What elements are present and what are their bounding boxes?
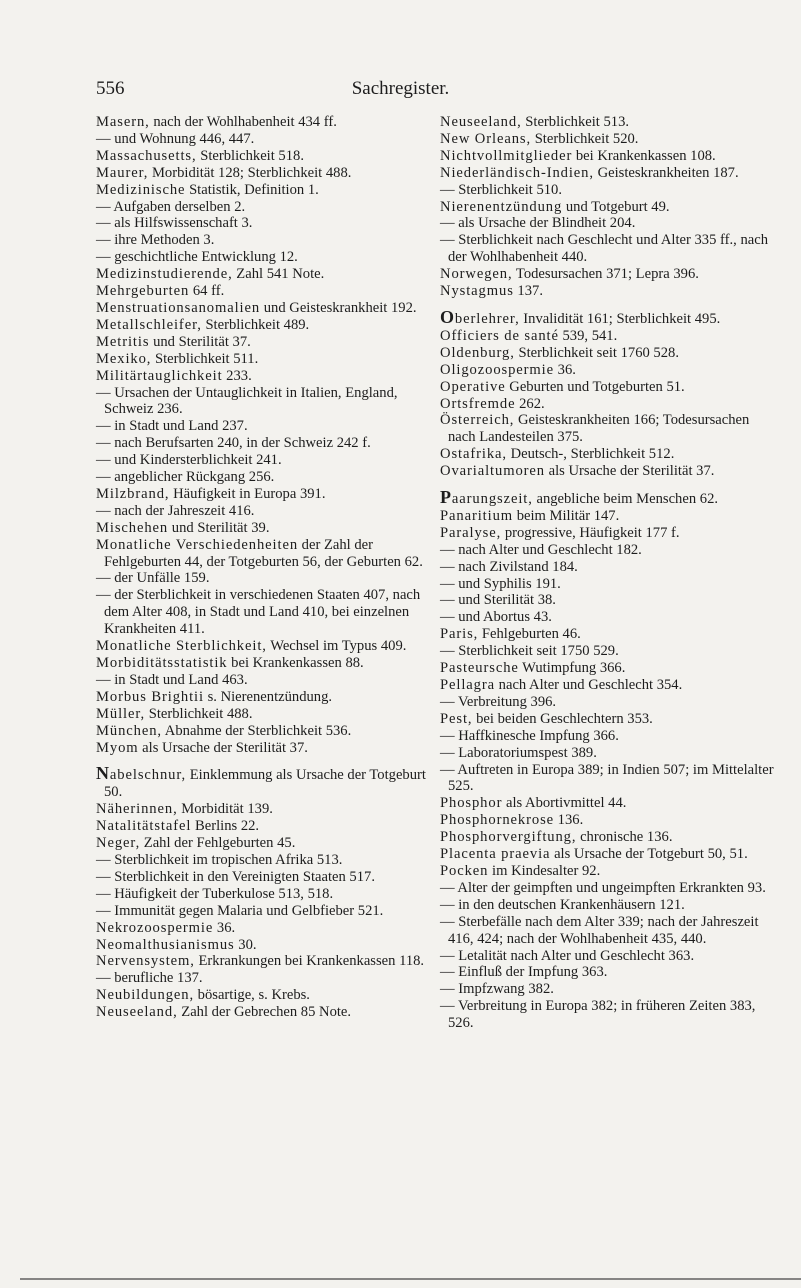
- index-keyword: Norwegen,: [440, 266, 513, 283]
- index-refs: 64 ff.: [189, 283, 225, 300]
- page-header: [0, 78, 801, 102]
- index-refs: und Sterilität 39.: [168, 519, 270, 536]
- index-refs: als Ursache der Totgeburt 50, 51.: [550, 846, 748, 863]
- index-refs: — Haffkinesche Impfung 366.: [440, 727, 619, 744]
- index-entry: [440, 745, 774, 762]
- index-keyword: Ovarialtumoren: [440, 463, 545, 480]
- index-refs: Todesursachen 371; Lepra 396.: [512, 266, 699, 283]
- bottom-rule: [20, 1278, 801, 1280]
- index-refs: Wechsel im Typus 409.: [266, 638, 407, 655]
- index-entry: [440, 592, 774, 609]
- index-keyword: Neuseeland,: [440, 114, 522, 130]
- index-keyword: Pest,: [440, 710, 473, 727]
- index-refs: im Kindesalter 92.: [488, 862, 601, 879]
- index-keyword: Paarungszeit,: [440, 487, 533, 508]
- index-entry: [440, 981, 774, 998]
- index-keyword: Panaritium: [440, 507, 514, 524]
- index-refs: — Sterblichkeit seit 1750 529.: [440, 643, 619, 660]
- index-keyword: Operative: [440, 378, 506, 395]
- index-entry: [96, 655, 426, 672]
- index-entry: [96, 920, 426, 937]
- index-entry: [440, 463, 774, 480]
- index-entry: [440, 846, 774, 863]
- index-refs: chronische 136.: [576, 829, 673, 846]
- index-refs: — geschichtliche Entwicklung 12.: [96, 249, 298, 266]
- index-refs: — berufliche 137.: [96, 970, 203, 987]
- index-entry: [96, 486, 426, 503]
- index-refs: Fehlgeburten 46.: [478, 626, 581, 643]
- index-keyword: Nabelschnur,: [96, 763, 187, 784]
- index-keyword: Officiers de santé: [440, 327, 559, 344]
- index-refs: Sterblichkeit 489.: [201, 316, 310, 333]
- index-entry: [440, 728, 774, 745]
- index-keyword: Neubildungen,: [96, 987, 195, 1004]
- index-entry: [96, 537, 426, 571]
- index-entry: [96, 570, 426, 587]
- index-keyword: Massachusetts,: [96, 147, 197, 164]
- index-refs: — Immunität gegen Malaria und Gelbfieber 521.: [96, 902, 384, 919]
- index-entry: [440, 964, 774, 981]
- index-entry: [96, 937, 426, 954]
- index-entry: [96, 953, 426, 970]
- index-refs: — Impfzwang 382.: [440, 981, 554, 998]
- index-entry: [96, 672, 426, 689]
- index-entry: [96, 587, 426, 638]
- index-entry: [440, 396, 774, 413]
- index-entry: [96, 351, 426, 368]
- index-entry: [440, 660, 774, 677]
- index-refs: — ihre Methoden 3.: [96, 232, 215, 249]
- index-refs: Sterblichkeit seit 1760 528.: [514, 344, 679, 361]
- index-refs: beim Militär 147.: [513, 507, 620, 524]
- index-refs: — in den deutschen Krankenhäusern 121.: [440, 896, 685, 913]
- index-entry: [440, 643, 774, 660]
- index-refs: angebliche beim Menschen 62.: [532, 491, 719, 508]
- index-entry: [440, 711, 774, 728]
- index-entry: [440, 914, 774, 948]
- page-title: Sachregister.: [351, 78, 450, 99]
- index-refs: 136.: [554, 812, 584, 829]
- index-keyword: Niederländisch-Indien,: [440, 164, 594, 181]
- index-refs: Häufigkeit in Europa 391.: [169, 485, 326, 502]
- index-keyword: Mehrgeburten: [96, 283, 190, 300]
- index-entry: [96, 886, 426, 903]
- index-entry: [96, 317, 426, 334]
- index-refs: 233.: [222, 367, 252, 384]
- index-keyword: Menstruationsanomalien: [96, 299, 261, 316]
- index-keyword: Neger,: [96, 835, 141, 852]
- index-refs: — angeblicher Rückgang 256.: [96, 469, 275, 486]
- index-entry: [440, 131, 774, 148]
- index-refs: nach der Wohlhabenheit 434 ff.: [149, 114, 337, 130]
- index-refs: — als Hilfswissenschaft 3.: [96, 215, 253, 232]
- index-entry: [440, 182, 774, 199]
- index-entry: [96, 903, 426, 920]
- index-entry: [440, 576, 774, 593]
- index-refs: als Ursache der Sterilität 37.: [545, 463, 715, 480]
- index-refs: — Auftreten in Europa 389; in Indien 507; im Mittelalter 525.: [440, 761, 774, 795]
- index-entry: [96, 452, 426, 469]
- index-keyword: Militärtauglichkeit: [96, 367, 223, 384]
- index-entry: [440, 283, 774, 300]
- index-refs: — Verbreitung 396.: [440, 693, 557, 710]
- index-refs: Geisteskrankheiten 187.: [593, 164, 739, 181]
- index-entry: [440, 362, 774, 379]
- index-keyword: Monatliche Sterblichkeit,: [96, 638, 267, 655]
- index-refs: als Ursache der Sterilität 37.: [138, 739, 308, 756]
- index-keyword: Paris,: [440, 626, 479, 643]
- index-refs: — Sterbefälle nach dem Alter 339; nach der Jahreszeit 416, 424; nach der Wohlhabenheit 435, 440.: [440, 913, 759, 947]
- index-keyword: Paralyse,: [440, 524, 502, 541]
- index-refs: Wutimpfung 366.: [518, 660, 626, 677]
- index-entry: [96, 385, 426, 419]
- index-keyword: Milzbrand,: [96, 485, 170, 502]
- index-keyword: Pellagra: [440, 677, 496, 693]
- index-keyword: Metritis: [96, 333, 150, 350]
- index-refs: — Laboratoriumspest 389.: [440, 744, 597, 761]
- index-entry: [96, 987, 426, 1004]
- index-keyword: Masern,: [96, 114, 150, 130]
- index-refs: Invalidität 161; Sterblichkeit 495.: [519, 310, 721, 327]
- index-refs: 262.: [515, 395, 545, 412]
- index-refs: — und Abortus 43.: [440, 609, 552, 626]
- index-entry: [440, 694, 774, 711]
- index-keyword: Phosphor: [440, 795, 503, 812]
- index-entry: [440, 609, 774, 626]
- index-entry: [440, 412, 774, 446]
- index-entry: [96, 232, 426, 249]
- index-refs: 539, 541.: [558, 327, 618, 344]
- index-refs: Abnahme der Sterblichkeit 536.: [161, 722, 352, 739]
- index-refs: Berlins 22.: [191, 818, 260, 835]
- index-refs: — Sterblichkeit 510.: [440, 181, 563, 198]
- index-keyword: Oligozoospermie: [440, 361, 555, 378]
- index-entry: [440, 559, 774, 576]
- index-entry: [440, 114, 774, 131]
- index-refs: Deutsch-, Sterblichkeit 512.: [506, 446, 675, 463]
- index-refs: nach Alter und Geschlecht 354.: [495, 677, 683, 693]
- index-entry: [440, 542, 774, 559]
- index-entry: [440, 487, 774, 508]
- index-refs: Sterblichkeit 513.: [521, 114, 630, 130]
- index-refs: progressive, Häufigkeit 177 f.: [501, 524, 680, 541]
- index-keyword: Mischehen: [96, 519, 169, 536]
- index-keyword: Österreich,: [440, 412, 515, 429]
- index-keyword: Myom: [96, 739, 139, 756]
- index-refs: — nach Alter und Geschlecht 182.: [440, 541, 642, 558]
- index-refs: — nach Zivilstand 184.: [440, 558, 578, 575]
- index-refs: — und Kindersterblichkeit 241.: [96, 452, 282, 469]
- index-keyword: Näherinnen,: [96, 801, 178, 818]
- index-column-right: [440, 114, 774, 1032]
- index-entry: [440, 148, 774, 165]
- index-keyword: Ostafrika,: [440, 446, 507, 463]
- index-refs: s. Nierenentzündung.: [203, 688, 333, 705]
- index-refs: und Sterilität 37.: [149, 333, 251, 350]
- index-entry: [96, 469, 426, 486]
- index-entry: [96, 368, 426, 385]
- page-number: 556: [96, 78, 125, 99]
- index-keyword: Placenta praevia: [440, 846, 551, 863]
- index-keyword: Medizinische: [96, 181, 186, 198]
- index-refs: Sterblichkeit 511.: [151, 350, 259, 367]
- index-entry: [440, 199, 774, 216]
- index-entry: [96, 283, 426, 300]
- index-refs: bösartige, s. Krebs.: [194, 987, 310, 1004]
- index-keyword: Metallschleifer,: [96, 316, 202, 333]
- index-refs: — und Syphilis 191.: [440, 575, 561, 592]
- index-refs: — Häufigkeit der Tuberkulose 513, 518.: [96, 885, 334, 902]
- index-keyword: Nierenentzündung: [440, 198, 563, 215]
- index-keyword: Mexiko,: [96, 350, 152, 367]
- index-refs: — Ursachen der Untauglichkeit in Italien, England, Schweiz 236.: [96, 384, 398, 418]
- index-refs: — in Stadt und Land 463.: [96, 671, 248, 688]
- index-refs: Erkrankungen bei Krankenkassen 118.: [194, 953, 425, 970]
- index-entry: [96, 638, 426, 655]
- index-refs: — der Sterblichkeit in verschiedenen Staaten 407, nach dem Alter 408, in Stadt und Land 410, bei einzelnen Krankheiten 411.: [96, 587, 421, 638]
- index-entry: [440, 215, 774, 232]
- index-entry: [96, 763, 426, 801]
- index-refs: — der Unfälle 159.: [96, 570, 210, 587]
- index-refs: Morbidität 128; Sterblichkeit 488.: [148, 164, 352, 181]
- index-refs: Einklemmung als Ursache der Totgeburt 50.: [104, 767, 426, 801]
- index-refs: — Aufgaben derselben 2.: [96, 198, 246, 215]
- index-refs: Sterblichkeit 520.: [531, 130, 639, 147]
- index-entry: [440, 328, 774, 345]
- index-entry: [96, 740, 426, 757]
- index-keyword: Pasteursche: [440, 660, 519, 677]
- index-refs: — Einfluß der Impfung 363.: [440, 964, 608, 981]
- index-keyword: Nervensystem,: [96, 953, 195, 970]
- index-entry: [440, 795, 774, 812]
- index-entry: [96, 131, 426, 148]
- index-entry: [96, 215, 426, 232]
- index-entry: [96, 706, 426, 723]
- index-refs: — Sterblichkeit in den Vereinigten Staaten 517.: [96, 868, 375, 885]
- index-refs: Geisteskrankheiten 166; Todesursachen nach Landesteilen 375.: [448, 412, 750, 446]
- index-entry: [96, 689, 426, 706]
- index-entry: [96, 435, 426, 452]
- index-keyword: Ortsfremde: [440, 395, 516, 412]
- index-entry: [440, 880, 774, 897]
- index-keyword: Monatliche Verschiedenheiten: [96, 536, 299, 553]
- index-entry: [96, 165, 426, 182]
- index-keyword: Oldenburg,: [440, 344, 515, 361]
- index-refs: 137.: [513, 283, 543, 300]
- index-keyword: Nystagmus: [440, 283, 514, 300]
- index-keyword: Nichtvollmitglieder: [440, 147, 573, 164]
- index-refs: — und Sterilität 38.: [440, 592, 556, 609]
- section-gap: [96, 756, 426, 766]
- index-keyword: Morbus Brightii: [96, 688, 204, 705]
- index-column-left: [96, 114, 426, 1021]
- index-keyword: Phosphorvergiftung,: [440, 829, 577, 846]
- index-entry: [96, 182, 426, 199]
- index-entry: [96, 418, 426, 435]
- index-refs: — als Ursache der Blindheit 204.: [440, 215, 636, 232]
- index-refs: — Sterblichkeit nach Geschlecht und Alter 335 ff., nach der Wohlhabenheit 440.: [440, 232, 768, 266]
- index-refs: und Geisteskrankheit 192.: [260, 299, 417, 316]
- index-keyword: Pocken: [440, 862, 489, 879]
- index-refs: Zahl der Fehlgeburten 45.: [140, 835, 296, 852]
- index-keyword: Morbiditätsstatistik: [96, 655, 228, 671]
- index-entry: [96, 520, 426, 537]
- index-keyword: Müller,: [96, 705, 146, 722]
- index-keyword: Natalitätstafel: [96, 818, 192, 835]
- index-entry: [96, 114, 426, 131]
- index-entry: [440, 525, 774, 542]
- index-refs: Geburten und Totgeburten 51.: [505, 378, 685, 395]
- index-refs: bei beiden Geschlechtern 353.: [472, 710, 653, 727]
- index-entry: [96, 334, 426, 351]
- index-entry: [96, 148, 426, 165]
- index-refs: Sterblichkeit 488.: [145, 705, 253, 722]
- index-refs: 30.: [234, 936, 257, 953]
- index-entry: [96, 835, 426, 852]
- index-entry: [96, 869, 426, 886]
- index-keyword: Maurer,: [96, 164, 149, 181]
- index-keyword: New Orleans,: [440, 130, 532, 147]
- index-refs: der Zahl der Fehlgeburten 44, der Totgeburten 56, der Geburten 62.: [104, 536, 423, 570]
- index-refs: als Abortivmittel 44.: [502, 795, 627, 812]
- index-refs: Morbidität 139.: [177, 801, 273, 818]
- index-entry: [96, 266, 426, 283]
- index-entry: [96, 249, 426, 266]
- index-refs: — und Wohnung 446, 447.: [96, 130, 255, 147]
- index-refs: 36.: [213, 919, 236, 936]
- section-gap: [440, 480, 774, 490]
- index-entry: [440, 165, 774, 182]
- index-keyword: Oberlehrer,: [440, 306, 520, 327]
- index-refs: Statistik, Definition 1.: [185, 181, 319, 198]
- index-keyword: Neomalthusianismus: [96, 936, 235, 953]
- index-entry: [440, 812, 774, 829]
- index-entry: [440, 677, 774, 694]
- index-entry: [96, 723, 426, 740]
- index-refs: — Letalität nach Alter und Geschlecht 363.: [440, 947, 695, 964]
- index-entry: [96, 970, 426, 987]
- index-refs: bei Krankenkassen 108.: [572, 147, 716, 164]
- index-keyword: Medizinstudierende,: [96, 266, 233, 283]
- index-entry: [440, 379, 774, 396]
- index-keyword: München,: [96, 722, 162, 739]
- index-entry: [96, 818, 426, 835]
- index-refs: bei Krankenkassen 88.: [227, 655, 364, 671]
- index-entry: [96, 801, 426, 818]
- index-refs: — in Stadt und Land 237.: [96, 418, 248, 435]
- index-entry: [440, 306, 774, 328]
- index-refs: Zahl der Gebrechen 85 Note.: [177, 1004, 352, 1021]
- index-refs: — Sterblichkeit im tropischen Afrika 513.: [96, 851, 343, 868]
- index-refs: Sterblichkeit 518.: [196, 147, 304, 164]
- index-entry: [440, 232, 774, 266]
- section-gap: [440, 300, 774, 310]
- index-refs: — nach der Jahreszeit 416.: [96, 502, 255, 519]
- index-keyword: Neuseeland,: [96, 1004, 178, 1021]
- index-refs: und Totgeburt 49.: [562, 198, 670, 215]
- index-entry: [440, 948, 774, 965]
- index-entry: [440, 266, 774, 283]
- index-entry: [440, 998, 774, 1032]
- index-entry: [440, 446, 774, 463]
- index-entry: [440, 626, 774, 643]
- index-entry: [96, 300, 426, 317]
- index-entry: [96, 1004, 426, 1021]
- index-entry: [96, 503, 426, 520]
- index-refs: — Alter der geimpften und ungeimpften Erkrankten 93.: [440, 879, 766, 896]
- index-entry: [96, 199, 426, 216]
- index-refs: 36.: [554, 361, 576, 378]
- index-entry: [440, 829, 774, 846]
- index-entry: [440, 345, 774, 362]
- index-keyword: Phosphornekrose: [440, 812, 555, 829]
- index-entry: [440, 863, 774, 880]
- index-refs: Zahl 541 Note.: [232, 266, 325, 283]
- index-entry: [440, 762, 774, 796]
- index-entry: [440, 897, 774, 914]
- index-entry: [96, 852, 426, 869]
- index-refs: — Verbreitung in Europa 382; in früheren Zeiten 383, 526.: [440, 998, 756, 1032]
- index-entry: [440, 508, 774, 525]
- index-keyword: Nekrozoospermie: [96, 919, 214, 936]
- index-refs: — nach Berufsarten 240, in der Schweiz 242 f.: [96, 435, 371, 452]
